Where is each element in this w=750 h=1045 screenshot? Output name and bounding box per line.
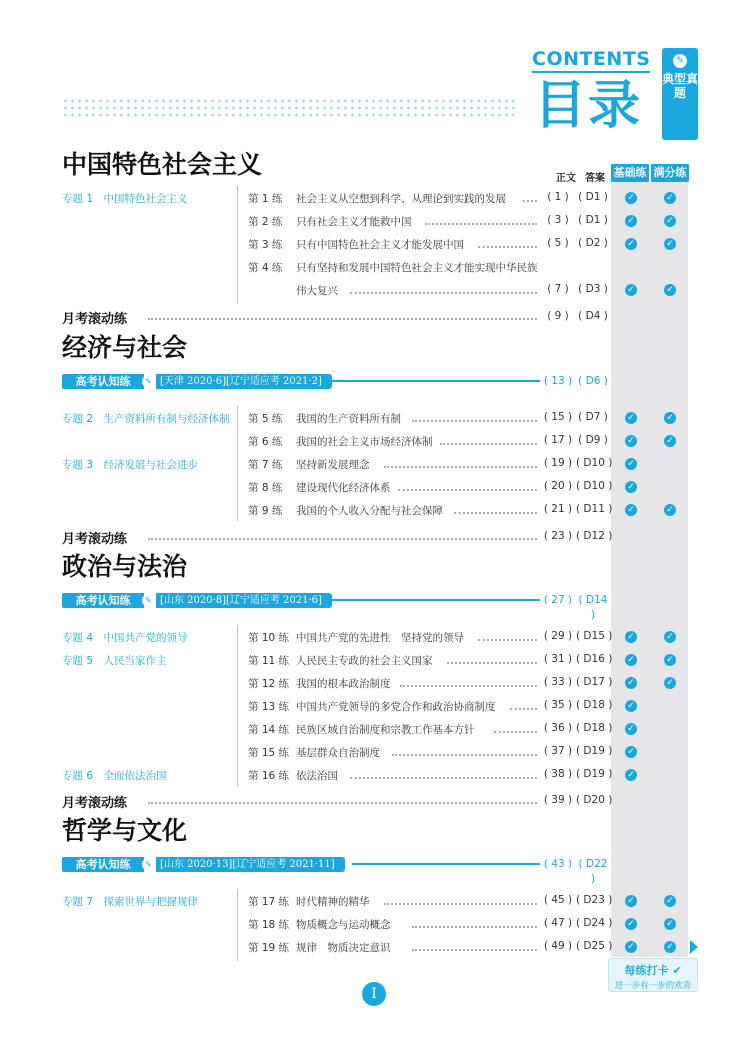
check-circle-icon: ✓ [625, 700, 637, 712]
page-ref: ( 19 ) [543, 457, 573, 469]
page-ref: ( 31 ) [543, 653, 573, 665]
check-circle-icon: ✓ [625, 458, 637, 470]
lesson-number: 第 12 练 [248, 678, 290, 690]
page-ref: ( 37 ) [543, 745, 573, 757]
monthly-row[interactable] [0, 790, 750, 812]
list-item[interactable] [0, 936, 750, 958]
topic-label[interactable]: 专题 2 生产资料所有制与经济体制 [62, 413, 230, 425]
lesson-number: 第 13 练 [248, 701, 290, 713]
lesson-number: 第 18 练 [248, 919, 290, 931]
lesson-title[interactable]: 基层群众自治制度 [296, 747, 380, 759]
dot-leader [398, 487, 537, 491]
answer-ref: ( D16 ) [576, 653, 613, 665]
check-circle-icon: ✓ [625, 481, 637, 493]
list-item[interactable] [0, 210, 750, 232]
answer-ref: ( D3 ) [578, 283, 608, 295]
dot-leader [148, 536, 537, 540]
lesson-title-cont[interactable]: 伟大复兴 [296, 285, 338, 297]
answer-ref: ( D7 ) [578, 411, 608, 423]
dot-leader [440, 441, 537, 445]
dot-leader [523, 198, 537, 202]
list-item[interactable] [0, 187, 750, 209]
check-circle-icon: ✓ [664, 435, 676, 447]
check-circle-icon: ✓ [625, 435, 637, 447]
list-item[interactable] [0, 233, 750, 255]
dot-leader [384, 464, 537, 468]
check-circle-icon: ✓ [625, 677, 637, 689]
lesson-number: 第 9 练 [248, 505, 283, 517]
list-item[interactable] [0, 695, 750, 717]
book-icon: ✎ [673, 54, 687, 68]
dot-leader [350, 775, 537, 779]
check-circle-icon: ✓ [625, 895, 637, 907]
section-title: 中国特色社会主义 [62, 150, 263, 179]
section-title: 经济与社会 [62, 333, 188, 362]
lesson-title[interactable]: 规律 物质决定意识 [296, 942, 391, 954]
check-circle-icon: ✓ [664, 504, 676, 516]
lesson-title[interactable]: 只有坚持和发展中国特色社会主义才能实现中华民族 [296, 262, 538, 274]
dot-leader [510, 706, 537, 710]
dot-divider [62, 106, 517, 110]
exam-line [332, 380, 540, 382]
answer-ref: ( D1 ) [578, 214, 608, 226]
list-item[interactable] [0, 430, 750, 452]
answer-ref: ( D23 ) [576, 894, 613, 906]
page-ref: ( 9 ) [547, 310, 569, 322]
list-item[interactable] [0, 279, 750, 301]
dot-leader [350, 290, 537, 294]
answer-ref: ( D12 ) [576, 530, 613, 542]
list-item[interactable] [0, 453, 750, 475]
lesson-number: 第 1 练 [248, 193, 283, 205]
dot-leader [447, 660, 537, 664]
page-ref: ( 38 ) [543, 768, 573, 780]
lesson-title[interactable]: 只有社会主义才能救中国 [296, 216, 412, 228]
topic-label[interactable]: 专题 6 全面依法治国 [62, 770, 167, 782]
list-item[interactable] [0, 741, 750, 763]
page-ref: ( 43 ) [543, 858, 573, 870]
check-circle-icon: ✓ [625, 941, 637, 953]
check-circle-icon: ✓ [625, 746, 637, 758]
lesson-number: 第 7 练 [248, 459, 283, 471]
monthly-row[interactable] [0, 526, 750, 548]
exam-practice-label: 高考认知练 [62, 593, 144, 608]
check-circle-icon: ✓ [664, 215, 676, 227]
side-tab-label: 典型真题 [662, 72, 699, 100]
lesson-title[interactable]: 我国的个人收入分配与社会保障 [296, 505, 443, 517]
dot-divider [62, 99, 517, 103]
exam-source: [山东 2020·13][辽宁适应考 2021·11] [156, 857, 345, 872]
exam-line [332, 599, 540, 601]
answer-ref: ( D11 ) [576, 503, 613, 515]
lesson-title[interactable]: 依法治国 [296, 770, 338, 782]
topic-label[interactable]: 专题 7 探索世界与把握规律 [62, 896, 199, 908]
exam-practice-bar[interactable] [62, 374, 612, 389]
page-ref: ( 23 ) [543, 530, 573, 542]
list-item[interactable] [0, 890, 750, 912]
lesson-title[interactable]: 我国的社会主义市场经济体制 [296, 436, 433, 448]
lesson-title[interactable]: 坚持新发展理念 [296, 459, 370, 471]
list-item[interactable] [0, 913, 750, 935]
list-item[interactable] [0, 476, 750, 498]
dot-leader [478, 244, 537, 248]
check-circle-icon: ✓ [664, 677, 676, 689]
col-header-answer: 答案 [585, 173, 605, 184]
answer-ref: ( D19 ) [576, 745, 613, 757]
dot-leader [412, 418, 537, 422]
dot-leader [148, 316, 537, 320]
exam-line [352, 863, 540, 865]
list-item[interactable] [0, 718, 750, 740]
topic-label[interactable]: 专题 1 中国特色社会主义 [62, 193, 188, 205]
page-ref: ( 17 ) [543, 434, 573, 446]
check-circle-icon: ✓ [664, 918, 676, 930]
page-ref: ( 5 ) [547, 237, 569, 249]
dot-leader [400, 683, 537, 687]
section-title: 政治与法治 [62, 552, 188, 581]
lesson-title[interactable]: 中国共产党的先进性 坚持党的领导 [296, 632, 464, 644]
dot-leader [148, 800, 537, 804]
exam-practice-bar[interactable] [62, 593, 612, 621]
exam-source: [山东 2020·8][辽宁适应考 2021·6] [156, 593, 332, 608]
answer-ref: ( D18 ) [576, 699, 613, 711]
answer-ref: ( D4 ) [578, 310, 608, 322]
answer-ref: ( D14 ) [578, 594, 608, 621]
answer-ref: ( D10 ) [576, 480, 613, 492]
answer-ref: ( D17 ) [576, 676, 613, 688]
page-title: 目录 [534, 76, 643, 136]
answer-ref: ( D22 ) [578, 858, 608, 885]
page-ref: ( 7 ) [547, 283, 569, 295]
check-circle-icon: ✓ [625, 192, 637, 204]
list-item[interactable] [0, 256, 750, 278]
page-ref: ( 45 ) [543, 894, 573, 906]
answer-ref: ( D19 ) [576, 768, 613, 780]
page-ref: ( 15 ) [543, 411, 573, 423]
answer-ref: ( D1 ) [578, 191, 608, 203]
check-circle-icon: ✓ [625, 504, 637, 516]
answer-ref: ( D25 ) [576, 940, 613, 952]
dot-leader [494, 729, 537, 733]
col-header-text: 正文 [556, 173, 576, 184]
dot-leader [412, 947, 537, 951]
check-circle-icon: ✓ [625, 918, 637, 930]
check-circle-icon: ✔ [672, 964, 682, 977]
lesson-number: 第 15 练 [248, 747, 290, 759]
check-circle-icon: ✓ [625, 769, 637, 781]
monthly-label[interactable]: 月考滚动练 [62, 796, 128, 811]
lesson-number: 第 5 练 [248, 413, 283, 425]
dot-leader [478, 637, 537, 641]
check-circle-icon: ✓ [664, 412, 676, 424]
lesson-title[interactable]: 人民民主专政的社会主义国家 [296, 655, 433, 667]
page-ref: ( 27 ) [543, 594, 573, 606]
lesson-number: 第 4 练 [248, 262, 283, 274]
page-ref: ( 13 ) [543, 375, 573, 387]
answer-ref: ( D15 ) [576, 630, 613, 642]
check-circle-icon: ✓ [664, 631, 676, 643]
checkin-title: 每练打卡 [624, 964, 669, 977]
check-circle-icon: ✓ [625, 412, 637, 424]
topic-label[interactable]: 专题 5 人民当家作主 [62, 655, 167, 667]
list-item[interactable] [0, 499, 750, 521]
check-circle-icon: ✓ [625, 631, 637, 643]
lesson-number: 第 16 练 [248, 770, 290, 782]
section-title: 哲学与文化 [62, 816, 188, 845]
page-ref: ( 20 ) [543, 480, 573, 492]
contents-rule [532, 71, 650, 73]
page-ref: ( 3 ) [547, 214, 569, 226]
arrow-right-icon [690, 940, 698, 954]
check-circle-icon: ✓ [664, 284, 676, 296]
book-icon: ✎ [142, 375, 155, 388]
dot-leader [384, 901, 537, 905]
list-item[interactable] [0, 407, 750, 429]
page-ref: ( 49 ) [543, 940, 573, 952]
lesson-number: 第 6 练 [248, 436, 283, 448]
col-header-full: 满分练 [651, 164, 689, 182]
lesson-number: 第 19 练 [248, 942, 290, 954]
exam-practice-bar[interactable] [62, 857, 612, 885]
topic-label[interactable]: 专题 4 中国共产党的领导 [62, 632, 188, 644]
dot-leader [412, 924, 537, 928]
page-ref: ( 29 ) [543, 630, 573, 642]
lesson-title[interactable]: 社会主义从空想到科学、从理论到实践的发展 [296, 193, 506, 205]
answer-ref: ( D6 ) [578, 375, 608, 387]
lesson-title[interactable]: 我国的生产资料所有制 [296, 413, 401, 425]
contents-heading: CONTENTS [532, 48, 651, 70]
answer-ref: ( D20 ) [576, 794, 613, 806]
topic-label[interactable]: 专题 3 经济发展与社会进步 [62, 459, 199, 471]
answer-ref: ( D2 ) [578, 237, 608, 249]
page-ref: ( 36 ) [543, 722, 573, 734]
check-circle-icon: ✓ [625, 238, 637, 250]
check-circle-icon: ✓ [625, 723, 637, 735]
check-circle-icon: ✓ [664, 895, 676, 907]
answer-ref: ( D10 ) [576, 457, 613, 469]
page-number: I [362, 982, 386, 1006]
lesson-title[interactable]: 我国的根本政治制度 [296, 678, 391, 690]
col-header-basic: 基础练 [611, 164, 649, 182]
lesson-number: 第 14 练 [248, 724, 290, 736]
answer-ref: ( D18 ) [576, 722, 613, 734]
check-circle-icon: ✓ [625, 654, 637, 666]
answer-ref: ( D24 ) [576, 917, 613, 929]
page-ref: ( 33 ) [543, 676, 573, 688]
lesson-title[interactable]: 建设现代化经济体系 [296, 482, 391, 494]
lesson-title[interactable]: 民族区域自治制度和宗教工作基本方针 [296, 724, 475, 736]
lesson-number: 第 2 练 [248, 216, 283, 228]
dot-divider [62, 113, 517, 117]
lesson-number: 第 3 练 [248, 239, 283, 251]
page-ref: ( 21 ) [543, 503, 573, 515]
dot-leader [454, 510, 537, 514]
lesson-number: 第 11 练 [248, 655, 290, 667]
list-item[interactable] [0, 649, 750, 671]
page-ref: ( 39 ) [543, 794, 573, 806]
lesson-title[interactable]: 只有中国特色社会主义才能发展中国 [296, 239, 464, 251]
checkin-subtitle: 进一步有一步的欢喜 [614, 981, 692, 991]
page-ref: ( 1 ) [547, 191, 569, 203]
lesson-number: 第 10 练 [248, 632, 290, 644]
monthly-label[interactable]: 月考滚动练 [62, 312, 128, 327]
book-icon: ✎ [142, 858, 155, 871]
check-circle-icon: ✓ [625, 215, 637, 227]
check-circle-icon: ✓ [664, 192, 676, 204]
check-circle-icon: ✓ [664, 238, 676, 250]
page-ref: ( 47 ) [543, 917, 573, 929]
monthly-row[interactable] [0, 306, 750, 328]
dot-leader [425, 221, 537, 225]
checkin-card[interactable] [608, 958, 698, 992]
lesson-title[interactable]: 中国共产党领导的多党合作和政治协商制度 [296, 701, 496, 713]
exam-source: [天津 2020·6][辽宁适应考 2021·2] [156, 374, 332, 389]
page-ref: ( 35 ) [543, 699, 573, 711]
check-circle-icon: ✓ [664, 941, 676, 953]
list-item[interactable] [0, 626, 750, 648]
monthly-label[interactable]: 月考滚动练 [62, 532, 128, 547]
lesson-title[interactable]: 物质概念与运动概念 [296, 919, 391, 931]
book-icon: ✎ [142, 594, 155, 607]
check-circle-icon: ✓ [664, 654, 676, 666]
exam-practice-label: 高考认知练 [62, 374, 144, 389]
check-circle-icon: ✓ [625, 284, 637, 296]
lesson-number: 第 8 练 [248, 482, 283, 494]
dot-leader [392, 752, 537, 756]
lesson-title[interactable]: 时代精神的精华 [296, 896, 370, 908]
lesson-number: 第 17 练 [248, 896, 290, 908]
list-item[interactable] [0, 764, 750, 786]
exam-practice-label: 高考认知练 [62, 857, 144, 872]
list-item[interactable] [0, 672, 750, 694]
answer-ref: ( D9 ) [578, 434, 608, 446]
